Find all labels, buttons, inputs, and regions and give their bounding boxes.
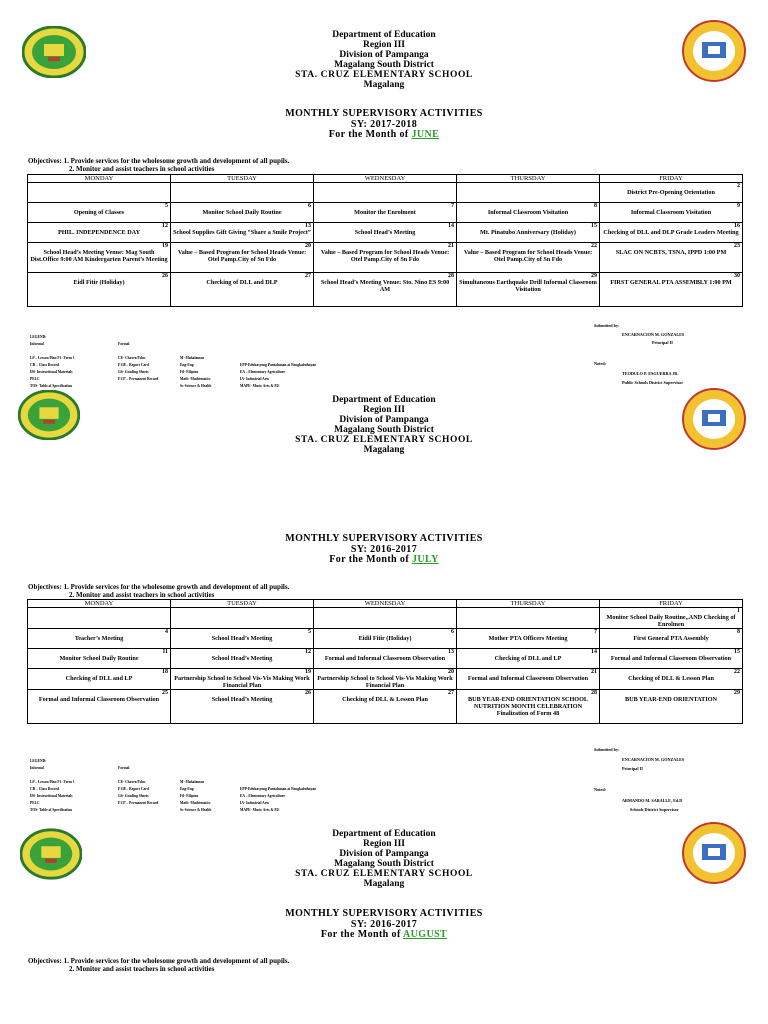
day-number: 22: [591, 243, 597, 249]
calendar-day-cell: [457, 649, 600, 669]
activity-text: Eidl Fitir (Holiday): [73, 279, 125, 286]
activity-text: Eidil Fitir (Holiday): [358, 635, 412, 642]
school-header: [0, 829, 768, 889]
legend-entry: IM- Instructional Materials: [30, 370, 73, 374]
legend-entry: Eng-Eng: [180, 363, 194, 367]
objectives: [28, 583, 289, 599]
legend-entry: M- Mahalaman: [180, 780, 205, 784]
calendar-week-row: [28, 649, 743, 669]
day-number: 15: [591, 223, 597, 229]
legend-entry: IA- Industrial Arts: [240, 377, 269, 381]
activity-text: School Head’s Meeting: [211, 635, 273, 642]
weekday-header: FRIDAY: [600, 175, 743, 183]
activity-text: [316, 608, 454, 614]
activity-text: Monitor School Daily Routine,,AND Checking of Enrolmen: [606, 614, 736, 628]
submitted-by-label: Submitted by:: [594, 323, 620, 328]
calendar-day-cell: [171, 203, 314, 223]
calendar-day-cell: [600, 273, 743, 307]
calendar-day-cell: [171, 629, 314, 649]
activity-text: Teacher’s Meeting: [74, 635, 124, 642]
dept-name: Department of Education: [332, 395, 436, 405]
activity-text: Checking of DLL & Lesson Plan: [342, 696, 428, 703]
calendar-day-cell: [171, 649, 314, 669]
legend-entry: CR – Class Record: [30, 787, 60, 791]
calendar-day-cell: [457, 608, 600, 629]
activity-text: [459, 608, 597, 614]
title-line: MONTHLY SUPERVISORY ACTIVITIES: [285, 533, 483, 544]
legend-entry: LP – Lesson Plan F1- Form 1: [30, 780, 75, 784]
day-number: 19: [162, 243, 168, 249]
day-number: 7: [451, 203, 454, 209]
weekday-header: WEDNESDAY: [314, 175, 457, 183]
calendar-day-cell: [171, 183, 314, 203]
day-number: 19: [305, 669, 311, 675]
legend-entry: Formal: [118, 766, 130, 770]
legend-entry: F137 – Permanent Record: [118, 377, 159, 381]
school-name: STA. CRUZ ELEMENTARY SCHOOL: [295, 869, 473, 879]
legend-entry: Sc-Science & Health: [180, 384, 212, 388]
activity-text: Value – Based Program for School Heads Venue: Otel Pamp.City of Sn Fdo: [177, 249, 307, 263]
day-number: 29: [734, 690, 740, 696]
calendar-week-row: [28, 273, 743, 307]
activity-text: SLAC ON NCBTS, TSNA, IPPD 1:00 PM: [615, 249, 727, 256]
supervisor-title: Schools District Supervisor: [630, 807, 679, 812]
legend-entry: F137 – Permanent Record: [118, 801, 159, 805]
calendar-day-cell: [28, 669, 171, 690]
legend-entry: MAPE- Music Arts & P.E: [240, 384, 280, 388]
calendar-day-cell: [457, 223, 600, 243]
activities-title: [0, 909, 768, 941]
activity-text: [173, 608, 311, 614]
day-number: 4: [165, 629, 168, 635]
weekday-header: THURSDAY: [457, 175, 600, 183]
school-name: STA. CRUZ ELEMENTARY SCHOOL: [295, 435, 473, 445]
calendar-day-cell: [457, 183, 600, 203]
legend-entry: Informal: [30, 342, 44, 346]
activity-text: Value – Based Program for School Heads Venue: Otel Pamp.City of Sn Fdo: [320, 249, 450, 263]
objectives: [28, 957, 289, 973]
calendar-day-cell: [457, 629, 600, 649]
objectives: [28, 157, 289, 173]
weekday-header-row: [28, 600, 743, 608]
weekday-header-row: [28, 175, 743, 183]
day-number: 6: [308, 203, 311, 209]
town-name: Magalang: [363, 879, 405, 889]
day-number: 8: [737, 629, 740, 635]
legend-entry: LP – Lesson Plan F1- Form 1: [30, 356, 75, 360]
school-header: [0, 30, 768, 90]
day-number: 21: [591, 669, 597, 675]
supervisor-title: Public Schools District Supervisor: [622, 380, 684, 385]
activity-text: Partnership School to School Vis-Vis Making Work Financial Plan: [317, 675, 453, 689]
calendar-day-cell: [457, 669, 600, 690]
day-number: 20: [305, 243, 311, 249]
weekday-header: WEDNESDAY: [314, 600, 457, 608]
region-name: Region III: [363, 839, 405, 849]
calendar-day-cell: [28, 203, 171, 223]
month-heading: For the Month of JUNE: [328, 129, 440, 140]
activity-text: [459, 183, 597, 189]
title-line: MONTHLY SUPERVISORY ACTIVITIES: [285, 108, 483, 119]
principal-title: Principal II: [652, 340, 673, 345]
title-line: MONTHLY SUPERVISORY ACTIVITIES: [285, 908, 483, 919]
supervisor-name: ARMANDO M. SABALLE, Ed.D: [622, 798, 683, 803]
calendar-day-cell: [28, 183, 171, 203]
calendar-day-cell: [314, 243, 457, 273]
activity-text: [173, 183, 311, 189]
activity-text: Partnership School to School Vis-Vis Making Work Financial Plan: [174, 675, 310, 689]
activities-title: [0, 534, 768, 566]
school-year: SY: 2016-2017: [350, 918, 418, 930]
month-heading: For the Month of AUGUST: [320, 929, 448, 940]
calendar-day-cell: [600, 629, 743, 649]
principal-name: ENCARNACION M. GONZALES: [622, 332, 685, 337]
activity-text: Checking of DLL and DLP Grade Leaders Meeting: [603, 229, 739, 236]
calendar-table: [27, 174, 743, 307]
calendar-day-cell: [314, 649, 457, 669]
calendar-day-cell: [171, 243, 314, 273]
legend-entry: Sc-Science & Health: [180, 808, 212, 812]
calendar-day-cell: [314, 669, 457, 690]
day-number: 6: [451, 629, 454, 635]
noted-label: Noted:: [594, 361, 607, 366]
calendar-week-row: [28, 223, 743, 243]
legend-entry: EA – Elementary Agriculture: [240, 370, 285, 374]
activity-text: Checking of DLL and LP: [494, 655, 562, 662]
legend-entry: F138 – Report Card: [118, 363, 149, 367]
legend-entry: Eng-Eng: [180, 787, 194, 791]
day-number: 28: [591, 690, 597, 696]
calendar-day-cell: [314, 223, 457, 243]
legend-entry: PELC: [30, 801, 40, 805]
legend-entry: Math- Mathematics: [180, 801, 211, 805]
legend-entry: Informal: [30, 766, 44, 770]
objective-line-1: Objectives: 1. Provide services for the wholesome growth and development of all pupils.: [28, 583, 290, 591]
activity-text: Formal and Informal Classroom Observation: [467, 675, 589, 682]
activity-text: Checking of DLL and DLP: [206, 279, 278, 286]
activity-text: School Head’s Meeting: [354, 229, 416, 236]
activity-text: BUB YEAR-END ORIENTATION SCHOOL NUTRITION MONTH CELEBRATION Finalization of Form 48: [467, 696, 589, 717]
legend-entry: IA- Industrial Arts: [240, 801, 269, 805]
activity-text: Checking of DLL and LP: [65, 675, 133, 682]
day-number: 7: [594, 629, 597, 635]
day-number: 30: [734, 273, 740, 279]
legend-entry: EA – Elementary Agriculture: [240, 794, 285, 798]
activity-text: Monitor School Daily Routine: [59, 655, 139, 662]
calendar-day-cell: [457, 273, 600, 307]
day-number: 13: [305, 223, 311, 229]
objective-line-2: 2. Monitor and assist teachers in school activities: [69, 591, 215, 599]
legend-entry: Math- Mathematics: [180, 377, 211, 381]
objective-line-1: Objectives: 1. Provide services for the wholesome growth and development of all pupils.: [28, 157, 290, 165]
division-name: Division of Pampanga: [339, 50, 429, 60]
weekday-header: TUESDAY: [171, 600, 314, 608]
activity-text: [30, 608, 168, 614]
town-name: Magalang: [363, 80, 405, 90]
activity-text: School Head’s Meeting Venue: Sto. Nino ES 9:00 AM: [320, 279, 450, 293]
principal-name: ENCARNACION M. GONZALES: [622, 757, 685, 762]
legend-entry: Formal: [118, 342, 130, 346]
legend-entry: Fil- Filipino: [180, 370, 199, 374]
objective-line-2: 2. Monitor and assist teachers in school activities: [69, 965, 215, 973]
legend-entry: EPP-Edukasyong Pantahanan at Pangkabuhayan: [240, 787, 317, 791]
calendar-day-cell: [171, 669, 314, 690]
calendar-week-row: [28, 183, 743, 203]
legend-entry: CE- Chavez/Educ: [118, 780, 146, 784]
supervisor-name: TEODULO P. ESGUERRA JR.: [622, 371, 679, 376]
district-name: Magalang South District: [334, 859, 434, 869]
day-number: 14: [591, 649, 597, 655]
calendar-day-cell: [28, 690, 171, 724]
activity-text: Monitor the Enrolment: [354, 209, 416, 216]
calendar-week-row: [28, 203, 743, 223]
activity-text: [316, 183, 454, 189]
objective-line-1: Objectives: 1. Provide services for the wholesome growth and development of all pupils.: [28, 957, 290, 965]
day-number: 12: [162, 223, 168, 229]
legend-entry: IM- Instructional Materials: [30, 794, 73, 798]
calendar-day-cell: [600, 669, 743, 690]
activity-text: Informal Classroom Visitation: [630, 209, 712, 216]
legend-entry: EPP-Edukasyong Pantahanan at Pangkabuhayan: [240, 363, 317, 367]
day-number: 23: [734, 243, 740, 249]
weekday-header: TUESDAY: [171, 175, 314, 183]
day-number: 20: [448, 669, 454, 675]
day-number: 5: [165, 203, 168, 209]
dept-name: Department of Education: [332, 829, 436, 839]
legend-entry: GS- Grading Sheets: [118, 794, 149, 798]
legend-entry: Fil- Filipino: [180, 794, 199, 798]
activity-text: BUB YEAR-END ORIENTATION: [624, 696, 718, 703]
objective-line-2: 2. Monitor and assist teachers in school activities: [69, 165, 215, 173]
calendar-week-row: [28, 669, 743, 690]
region-name: Region III: [363, 405, 405, 415]
town-name: Magalang: [363, 445, 405, 455]
calendar-day-cell: [314, 690, 457, 724]
activity-text: District Pre-Opening Orientation: [627, 189, 715, 196]
district-name: Magalang South District: [334, 60, 434, 70]
day-number: 13: [448, 649, 454, 655]
day-number: 27: [448, 690, 454, 696]
principal-title: Principal II: [622, 766, 643, 771]
noted-label: Noted:: [594, 787, 607, 792]
day-number: 28: [448, 273, 454, 279]
division-name: Division of Pampanga: [339, 849, 429, 859]
calendar-day-cell: [600, 203, 743, 223]
month-name: JULY: [411, 554, 439, 565]
calendar-day-cell: [314, 203, 457, 223]
calendar-day-cell: [171, 223, 314, 243]
day-number: 16: [734, 223, 740, 229]
weekday-header: FRIDAY: [600, 600, 743, 608]
weekday-header: MONDAY: [28, 175, 171, 183]
calendar-day-cell: [314, 273, 457, 307]
day-number: 1: [737, 608, 740, 614]
activity-text: Informal Classroom Visitation: [487, 209, 569, 216]
dept-name: Department of Education: [332, 30, 436, 40]
legend-entry: PELC: [30, 377, 40, 381]
day-number: 9: [737, 203, 740, 209]
day-number: 2: [737, 183, 740, 189]
activity-text: School Supplies Gift Giving “Share a Smile Project”: [173, 229, 311, 236]
region-name: Region III: [363, 40, 405, 50]
legend-entry: F138 – Report Card: [118, 787, 149, 791]
day-number: 14: [448, 223, 454, 229]
calendar-day-cell: [171, 273, 314, 307]
activity-text: Mother PTA Officers Meeting: [488, 635, 568, 642]
day-number: 12: [305, 649, 311, 655]
day-number: 5: [308, 629, 311, 635]
calendar-week-row: [28, 629, 743, 649]
activity-text: Checking of DLL & Lesson Plan: [628, 675, 714, 682]
legend-entry: CR – Class Record: [30, 363, 60, 367]
calendar-week-row: [28, 608, 743, 629]
activity-text: School Head’s Meeting: [211, 655, 273, 662]
calendar-day-cell: [314, 183, 457, 203]
calendar-week-row: [28, 690, 743, 724]
school-header: [0, 395, 768, 455]
calendar-day-cell: [600, 608, 743, 629]
activity-text: Simultaneous Earthquake Drill Informal Classroom Visitation: [459, 279, 597, 293]
calendar-table: [27, 599, 743, 724]
day-number: 8: [594, 203, 597, 209]
school-year: SY: 2017-2018: [350, 118, 418, 130]
legend-entry: TOS- Table of Specification: [30, 808, 73, 812]
calendar-day-cell: [600, 183, 743, 203]
day-number: 21: [448, 243, 454, 249]
day-number: 11: [162, 649, 168, 655]
activity-text: Opening of Classes: [73, 209, 125, 216]
activity-text: Formal and Informal Classroom Observation: [610, 655, 732, 662]
district-name: Magalang South District: [334, 425, 434, 435]
legend-entry: MAPE- Music Arts & P.E: [240, 808, 280, 812]
legend-entry: CE- Chavez/Educ: [118, 356, 146, 360]
day-number: 29: [591, 273, 597, 279]
submitted-by-label: Submitted by:: [594, 747, 620, 752]
day-number: 22: [734, 669, 740, 675]
calendar-day-cell: [600, 243, 743, 273]
calendar-day-cell: [457, 203, 600, 223]
activity-text: Formal and Informal Classroom Observation: [324, 655, 446, 662]
legend-entry: GS- Grading Sheets: [118, 370, 149, 374]
calendar-week-row: [28, 243, 743, 273]
day-number: 18: [162, 669, 168, 675]
legend-entry: M- Mahalaman: [180, 356, 205, 360]
calendar-day-cell: [600, 223, 743, 243]
activity-text: Monitor School Daily Routine: [202, 209, 282, 216]
activity-text: School Head’s Meeting: [211, 696, 273, 703]
month-heading: For the Month of JULY: [329, 554, 439, 565]
activities-title: [0, 109, 768, 141]
activity-text: PHIL. INDEPENDENCE DAY: [57, 229, 141, 236]
day-number: 26: [162, 273, 168, 279]
activity-text: First General PTA Assembly: [633, 635, 709, 642]
weekday-header: THURSDAY: [457, 600, 600, 608]
calendar-day-cell: [28, 649, 171, 669]
legend-entry: LEGEND:: [30, 759, 47, 763]
month-name: AUGUST: [403, 929, 448, 940]
activity-text: FIRST GENERAL PTA ASSEMBLY 1:00 PM: [610, 279, 732, 286]
calendar-day-cell: [28, 273, 171, 307]
day-number: 15: [734, 649, 740, 655]
month-name: JUNE: [411, 129, 440, 140]
day-number: 26: [305, 690, 311, 696]
activity-text: Mt. Pinatubo Anniversary (Holiday): [480, 229, 576, 236]
activity-text: School Head’s Meeting Venue: Mag South Dist.Office 9:00 AM Kindergarten Parent’s Meeting: [30, 249, 168, 263]
calendar-day-cell: [171, 608, 314, 629]
weekday-header: MONDAY: [28, 600, 171, 608]
day-number: 25: [162, 690, 168, 696]
calendar-day-cell: [28, 629, 171, 649]
activity-text: [30, 183, 168, 189]
school-name: STA. CRUZ ELEMENTARY SCHOOL: [295, 70, 473, 80]
activity-text: Value – Based Program for School Heads Venue: Otel Pamp.City of Sn Fdo: [463, 249, 593, 263]
calendar-day-cell: [457, 690, 600, 724]
calendar-day-cell: [28, 243, 171, 273]
calendar-day-cell: [28, 223, 171, 243]
calendar-day-cell: [314, 608, 457, 629]
legend-entry: TOS- Table of Specification: [30, 384, 73, 388]
calendar-day-cell: [171, 690, 314, 724]
day-number: 27: [305, 273, 311, 279]
legend-entry: LEGEND:: [30, 335, 47, 339]
calendar-day-cell: [600, 690, 743, 724]
calendar-day-cell: [28, 608, 171, 629]
calendar-day-cell: [314, 629, 457, 649]
school-year: SY: 2016-2017: [350, 543, 418, 555]
calendar-day-cell: [600, 649, 743, 669]
activity-text: Formal and Informal Classroom Observation: [38, 696, 160, 703]
calendar-day-cell: [457, 243, 600, 273]
division-name: Division of Pampanga: [339, 415, 429, 425]
